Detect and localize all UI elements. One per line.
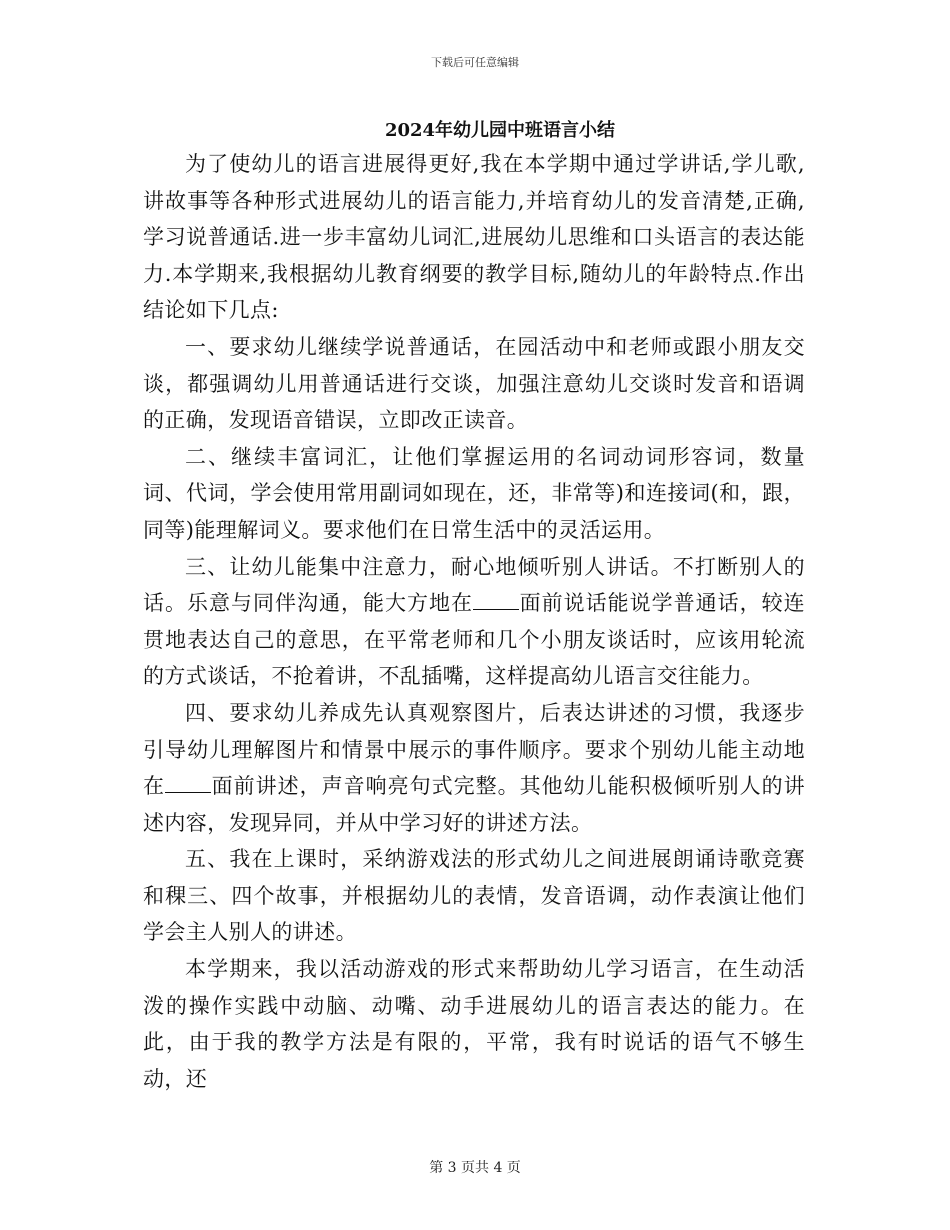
paragraph-summary: 本学期来，我以活动游戏的形式来帮助幼儿学习语言，在生动活泼的操作实践中动脑、动嘴、动手进展幼儿的语言表达的能力。在此，由于我的教学方法是有限的，平常，我有时说话的语气不够生动，还: [143, 957, 805, 1091]
fill-in-blank: [165, 776, 211, 793]
document-title: 2024年幼儿园中班语言小结: [384, 120, 616, 141]
fill-in-blank: [473, 593, 519, 610]
page-footer: 第 3 页共 4 页: [429, 1160, 521, 1176]
page-header: 下载后可任意编辑: [431, 56, 519, 69]
paragraph-point-2: 二、继续丰富词汇，让他们掌握运用的名词动词形容词，数量词、代词，学会使用常用副词如现在，还，非常等)和连接词(和，跟，同等)能理解词义。要求他们在日常生活中的灵活运用。: [143, 444, 805, 542]
paragraph-text: 四、要求幼儿养成先认真观察图片，后表达讲述的习惯，我逐步引导幼儿理解图片和情景中展示的事件顺序。要求个别幼儿能主动地在: [143, 700, 805, 799]
paragraph-point-3: [143, 549, 805, 695]
paragraph-text: 面前说话能说学普通话，较连贯地表达自己的意思，在平常老师和几个小朋友谈话时，应该用轮流的方式谈话，不抢着讲，不乱插嘴，这样提高幼儿语言交往能力。: [143, 591, 805, 689]
paragraph-point-5: 五、我在上课时，采纳游戏法的形式幼儿之间进展朗诵诗歌竞赛和稞三、四个故事，并根据幼儿的表情，发音语调，动作表演让他们学会主人别人的讲述。: [143, 847, 805, 945]
paragraph-point-4: [143, 695, 805, 841]
paragraph-text: 面前讲述，声音响亮句式完整。其他幼儿能积极倾听别人的讲述内容，发现异同，并从中学习好的讲述方法。: [143, 774, 805, 835]
paragraph-text: 三、让幼儿能集中注意力，耐心地倾听别人讲话。不打断别人的话。乐意与同伴沟通，能大方地在: [143, 554, 805, 616]
document-body: [143, 146, 805, 1097]
paragraph-point-1: 一、要求幼儿继续学说普通话，在园活动中和老师或跟小朋友交谈，都强调幼儿用普通话进行交谈，加强注意幼儿交谈时发音和语调的正确，发现语音错误，立即改正读音。: [143, 334, 805, 433]
paragraph-intro: 为了使幼儿的语言进展得更好,我在本学期中通过学讲话,学儿歌,讲故事等各种形式进展幼儿的语言能力,并培育幼儿的发音清楚,正确,学习说普通话.进一步丰富幼儿词汇,进展幼儿思维和口头语言的表达能力.本学期来,我根据幼儿教育纲要的教学目标,随幼儿的年龄特点.作出结论如下几点:: [143, 152, 805, 323]
